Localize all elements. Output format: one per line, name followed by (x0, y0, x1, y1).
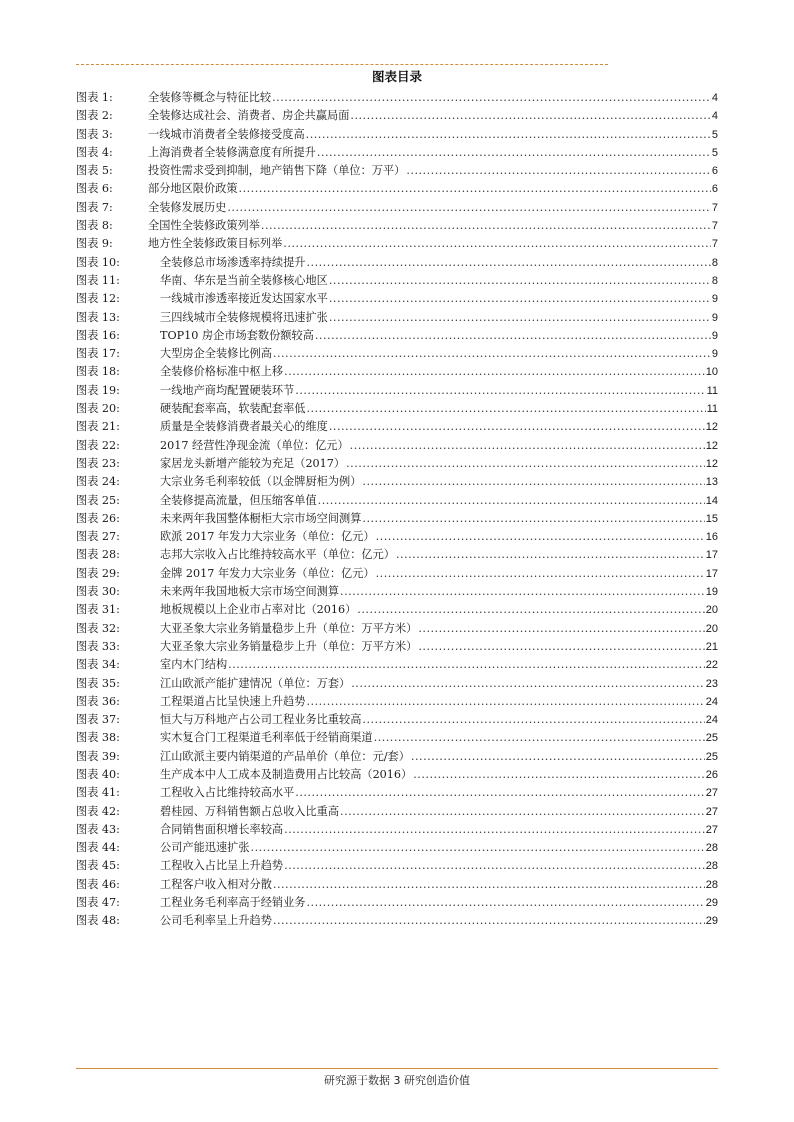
figure-number: 图表 5: (76, 164, 113, 178)
toc-entry[interactable] (76, 400, 718, 418)
page-number: 6 (711, 165, 718, 178)
page-number: 7 (711, 201, 718, 214)
dot-leader (239, 180, 711, 198)
dot-leader (306, 400, 705, 418)
toc-entry[interactable] (76, 126, 718, 144)
figure-number: 图表 9: (76, 237, 113, 251)
page-number: 8 (711, 274, 718, 287)
page-number: 9 (711, 311, 718, 324)
page-number: 4 (711, 110, 718, 123)
figure-title: 大亚圣象大宗业务销量稳步上升（单位：万平方米） (160, 639, 418, 653)
figure-title: 全装修等概念与特征比较 (148, 91, 272, 104)
figure-number: 图表 36: (76, 694, 120, 708)
figure-number: 图表 11: (76, 273, 120, 287)
toc-entry[interactable] (76, 272, 718, 290)
figure-number: 图表 8: (76, 219, 113, 233)
figure-number: 图表 20: (76, 402, 120, 416)
dot-leader (362, 473, 704, 491)
figure-number: 图表 16: (76, 328, 120, 342)
figure-number: 图表 47: (76, 896, 120, 910)
figure-number: 图表 13: (76, 310, 120, 324)
figure-number: 图表 34: (76, 658, 120, 672)
page-number: 12 (705, 457, 718, 470)
dot-leader (357, 601, 704, 619)
dot-leader (261, 217, 711, 235)
dot-leader (284, 857, 705, 875)
figure-title: 家居龙头新增产能较为充足（2017） (160, 456, 346, 470)
toc-entry[interactable] (76, 601, 718, 619)
figure-title: 志邦大宗收入占比维持较高水平（单位：亿元） (160, 548, 395, 562)
figure-title: 全装修发展历史 (148, 200, 227, 214)
toc-entry[interactable] (76, 857, 718, 875)
dot-leader (306, 126, 711, 144)
dot-leader (227, 199, 711, 217)
page-number: 23 (705, 677, 718, 690)
dot-leader (351, 675, 705, 693)
toc-entry[interactable] (76, 473, 718, 491)
dot-leader (418, 620, 704, 638)
dot-leader (273, 876, 705, 894)
toc-entry[interactable] (76, 620, 718, 638)
page-number: 7 (711, 238, 718, 251)
toc-entry[interactable] (76, 199, 718, 217)
dot-leader (362, 510, 704, 528)
toc-entry[interactable] (76, 437, 718, 455)
page-number: 9 (711, 348, 718, 361)
toc-entry[interactable] (76, 89, 718, 107)
toc-entry[interactable] (76, 327, 718, 345)
figure-number: 图表 4: (76, 145, 113, 159)
page-number: 29 (705, 915, 718, 928)
figure-title: 室内木门结构 (160, 658, 228, 672)
figure-number: 图表 23: (76, 456, 120, 470)
page-number: 9 (711, 329, 718, 342)
dot-leader (228, 656, 705, 674)
page-number: 6 (711, 183, 718, 196)
dot-leader (329, 272, 711, 290)
figure-title: 上海消费者全装修满意度有所提升 (148, 145, 316, 159)
figure-title: 大亚圣象大宗业务销量稳步上升（单位：万平方米） (160, 621, 418, 635)
page-number: 26 (705, 768, 718, 781)
figure-title: 一线城市渗透率接近发达国家水平 (160, 292, 328, 306)
dot-leader (413, 766, 705, 784)
figure-title: 合同销售面积增长率较高 (160, 822, 284, 836)
page-number: 7 (711, 220, 718, 233)
dot-leader (273, 912, 705, 930)
figure-title: 投资性需求受到抑制，地产销售下降（单位：万平） (148, 164, 406, 178)
toc-entry[interactable] (76, 675, 718, 693)
figure-number: 图表 12: (76, 292, 120, 306)
figure-number: 图表 26: (76, 511, 120, 525)
page-number: 12 (705, 439, 718, 452)
figure-title: 未来两年我国地板大宗市场空间测算 (160, 585, 340, 599)
toc-entry[interactable] (76, 528, 718, 546)
figure-title: 质量是全装修消费者最关心的维度 (160, 420, 328, 434)
figure-number: 图表 27: (76, 530, 120, 544)
figure-title: 一线地产商均配置硬装环节 (160, 383, 295, 397)
figure-title: 一线城市消费者全装修接受度高 (148, 127, 305, 141)
figure-title: 工程客户收入相对分散 (160, 877, 272, 891)
toc-entry[interactable] (76, 144, 718, 162)
page-number: 28 (705, 860, 718, 873)
figure-title: 金牌 2017 年发力大宗业务（单位：亿元） (160, 566, 375, 580)
toc-entry[interactable] (76, 217, 718, 235)
page-title: 图表目录 (371, 69, 422, 84)
dot-leader (306, 254, 710, 272)
figure-number: 图表 44: (76, 841, 120, 855)
figure-number: 图表 30: (76, 585, 120, 599)
page-number: 12 (705, 421, 718, 434)
figure-title: 欧派 2017 年发力大宗业务（单位：亿元） (160, 530, 375, 544)
page-number: 29 (705, 897, 718, 910)
page-number: 13 (705, 476, 718, 489)
dot-leader (374, 729, 705, 747)
page-number: 20 (705, 604, 718, 617)
figure-number: 图表 48: (76, 914, 120, 928)
dot-leader (251, 839, 705, 857)
figure-title: 三四线城市全装修规模将迅速扩张 (160, 310, 328, 324)
figure-title: 全国性全装修政策列举 (148, 219, 260, 233)
toc-entry[interactable] (76, 180, 718, 198)
figure-number: 图表 24: (76, 475, 120, 489)
toc-entry[interactable] (76, 455, 718, 473)
dot-leader (295, 382, 705, 400)
figure-title: 工程渠道占比呈快速上升趋势 (160, 694, 306, 708)
figure-title: 大宗业务毛利率较低（以金牌厨柜为例） (160, 475, 362, 489)
top-divider (76, 64, 608, 65)
toc-entry[interactable] (76, 583, 718, 601)
toc-entry[interactable] (76, 510, 718, 528)
dot-leader (376, 565, 705, 583)
dot-leader (340, 803, 705, 821)
dot-leader (329, 309, 711, 327)
page-number: 21 (705, 640, 718, 653)
figure-title: 恒大与万科地产占公司工程业务比重较高 (160, 713, 362, 727)
figure-title: 公司毛利率呈上升趋势 (160, 914, 272, 928)
page-number: 11 (706, 403, 718, 416)
figure-title: 碧桂园、万科销售额占总收入比重高 (160, 804, 340, 818)
dot-leader (350, 437, 705, 455)
page-number: 5 (711, 128, 718, 141)
figure-title: 全装修提高流量，但压缩客单值 (160, 493, 317, 507)
figure-title: 实木复合门工程渠道毛利率低于经销商渠道 (160, 731, 373, 745)
page-number: 25 (705, 732, 718, 745)
figure-title: 地板规模以上企业市占率对比（2016） (160, 603, 357, 617)
figure-title: 江山欧派主要内销渠道的产品单价（单位：元/套） (160, 749, 410, 763)
page-number: 10 (705, 366, 718, 379)
dot-leader (306, 894, 704, 912)
page-number: 20 (705, 622, 718, 635)
dot-leader (306, 693, 704, 711)
figure-number: 图表 39: (76, 749, 120, 763)
page-number: 27 (705, 805, 718, 818)
toc-entry[interactable] (76, 784, 718, 802)
dot-leader (317, 144, 711, 162)
figure-number: 图表 25: (76, 493, 120, 507)
page-number: 14 (705, 494, 718, 507)
dot-leader (418, 638, 704, 656)
page-number: 24 (705, 695, 718, 708)
figure-number: 图表 37: (76, 713, 120, 727)
dot-leader (283, 235, 711, 253)
dot-leader (284, 363, 705, 381)
dot-leader (340, 583, 705, 601)
figure-title: 工程收入占比维持较高水平 (160, 786, 295, 800)
toc-entry[interactable] (76, 418, 718, 436)
page-number: 8 (711, 256, 718, 269)
figure-title: 工程收入占比呈上升趋势 (160, 859, 284, 873)
figure-number: 图表 21: (76, 420, 120, 434)
page-number: 17 (705, 549, 718, 562)
dot-leader (329, 418, 705, 436)
page-number: 5 (711, 146, 718, 159)
figure-number: 图表 32: (76, 621, 120, 635)
toc-entry[interactable] (76, 729, 718, 747)
figure-title: 未来两年我国整体橱柜大宗市场空间测算 (160, 511, 362, 525)
toc-entry[interactable] (76, 162, 718, 180)
figure-number: 图表 3: (76, 127, 113, 141)
figure-number: 图表 43: (76, 822, 120, 836)
page-footer: 研究源于数据 3 研究创造价值 (324, 1074, 470, 1087)
page-number: 22 (705, 659, 718, 672)
figure-title: 2017 经营性净现金流（单位：亿元） (160, 438, 349, 452)
page-number: 25 (705, 750, 718, 763)
page-number: 15 (705, 512, 718, 525)
figure-number: 图表 38: (76, 731, 120, 745)
toc-entry[interactable] (76, 363, 718, 381)
toc-entry[interactable] (76, 382, 718, 400)
toc-entry[interactable] (76, 254, 718, 272)
toc-entry[interactable] (76, 821, 718, 839)
figure-title: 地方性全装修政策目标列举 (148, 237, 283, 251)
page-number: 19 (705, 586, 718, 599)
toc-entry[interactable] (76, 711, 718, 729)
dot-leader (411, 748, 705, 766)
figure-title: 全装修价格标准中枢上移 (160, 365, 284, 379)
page-number: 24 (705, 714, 718, 727)
toc-entry[interactable] (76, 546, 718, 564)
figure-number: 图表 35: (76, 676, 120, 690)
toc-entry[interactable] (76, 803, 718, 821)
figure-title: 部分地区限价政策 (148, 182, 238, 196)
page-number: 17 (705, 567, 718, 580)
toc-entry[interactable] (76, 565, 718, 583)
figure-number: 图表 41: (76, 786, 120, 800)
toc-entry[interactable] (76, 107, 718, 125)
dot-leader (376, 528, 705, 546)
toc-entry[interactable] (76, 656, 718, 674)
toc-entry[interactable] (76, 345, 718, 363)
dot-leader (318, 492, 705, 510)
bottom-divider (76, 1068, 718, 1069)
figure-title: 工程业务毛利率高于经销业务 (160, 896, 306, 910)
dot-leader (272, 89, 711, 107)
toc-entry[interactable] (76, 894, 718, 912)
figure-number: 图表 28: (76, 548, 120, 562)
page-number: 4 (711, 92, 718, 104)
page-number: 16 (705, 531, 718, 544)
toc-entry[interactable] (76, 492, 718, 510)
dot-leader (329, 290, 711, 308)
toc-entry[interactable] (76, 235, 718, 253)
figure-number: 图表 46: (76, 877, 120, 891)
figure-number: 图表 42: (76, 804, 120, 818)
figure-number: 图表 40: (76, 767, 120, 781)
figure-title: 全装修总市场渗透率持续提升 (160, 255, 306, 269)
figure-number: 图表 22: (76, 438, 120, 452)
figure-title: TOP10 房企市场套数份额较高 (160, 328, 314, 342)
toc-entry[interactable] (76, 912, 718, 930)
page-number: 28 (705, 842, 718, 855)
figure-title: 全装修达成社会、消费者、房企共赢局面 (148, 109, 350, 123)
figure-number: 图表 33: (76, 639, 120, 653)
toc-entry[interactable] (76, 290, 718, 308)
figure-number: 图表 19: (76, 383, 120, 397)
figure-number: 图表 29: (76, 566, 120, 580)
figure-title: 生产成本中人工成本及制造费用占比较高（2016） (160, 767, 413, 781)
dot-leader (273, 345, 711, 363)
toc-entry[interactable] (76, 876, 718, 894)
dot-leader (315, 327, 711, 345)
figure-title: 硬装配套率高，软装配套率低 (160, 402, 306, 416)
dot-leader (346, 455, 705, 473)
toc-entry[interactable] (76, 766, 718, 784)
page-number: 9 (711, 293, 718, 306)
table-of-figures (76, 89, 718, 931)
figure-title: 华南、华东是当前全装修核心地区 (160, 273, 328, 287)
page-number: 11 (706, 384, 718, 397)
figure-title: 公司产能迅速扩张 (160, 841, 250, 855)
dot-leader (362, 711, 704, 729)
page-number: 27 (705, 823, 718, 836)
figure-number: 图表 18: (76, 365, 120, 379)
toc-entry[interactable] (76, 638, 718, 656)
toc-entry[interactable] (76, 309, 718, 327)
toc-entry[interactable] (76, 839, 718, 857)
toc-entry[interactable] (76, 693, 718, 711)
figure-number: 图表 2: (76, 109, 113, 123)
figure-number: 图表 1: (76, 91, 113, 104)
dot-leader (406, 162, 711, 180)
page-number: 27 (705, 787, 718, 800)
figure-number: 图表 17: (76, 347, 120, 361)
page-number: 28 (705, 878, 718, 891)
figure-number: 图表 31: (76, 603, 120, 617)
figure-number: 图表 6: (76, 182, 113, 196)
figure-number: 图表 10: (76, 255, 120, 269)
toc-entry[interactable] (76, 748, 718, 766)
dot-leader (350, 107, 710, 125)
figure-title: 江山欧派产能扩建情况（单位：万套） (160, 676, 351, 690)
dot-leader (295, 784, 704, 802)
figure-number: 图表 7: (76, 200, 113, 214)
figure-title: 大型房企全装修比例高 (160, 347, 272, 361)
dot-leader (284, 821, 705, 839)
figure-number: 图表 45: (76, 859, 120, 873)
dot-leader (396, 546, 705, 564)
